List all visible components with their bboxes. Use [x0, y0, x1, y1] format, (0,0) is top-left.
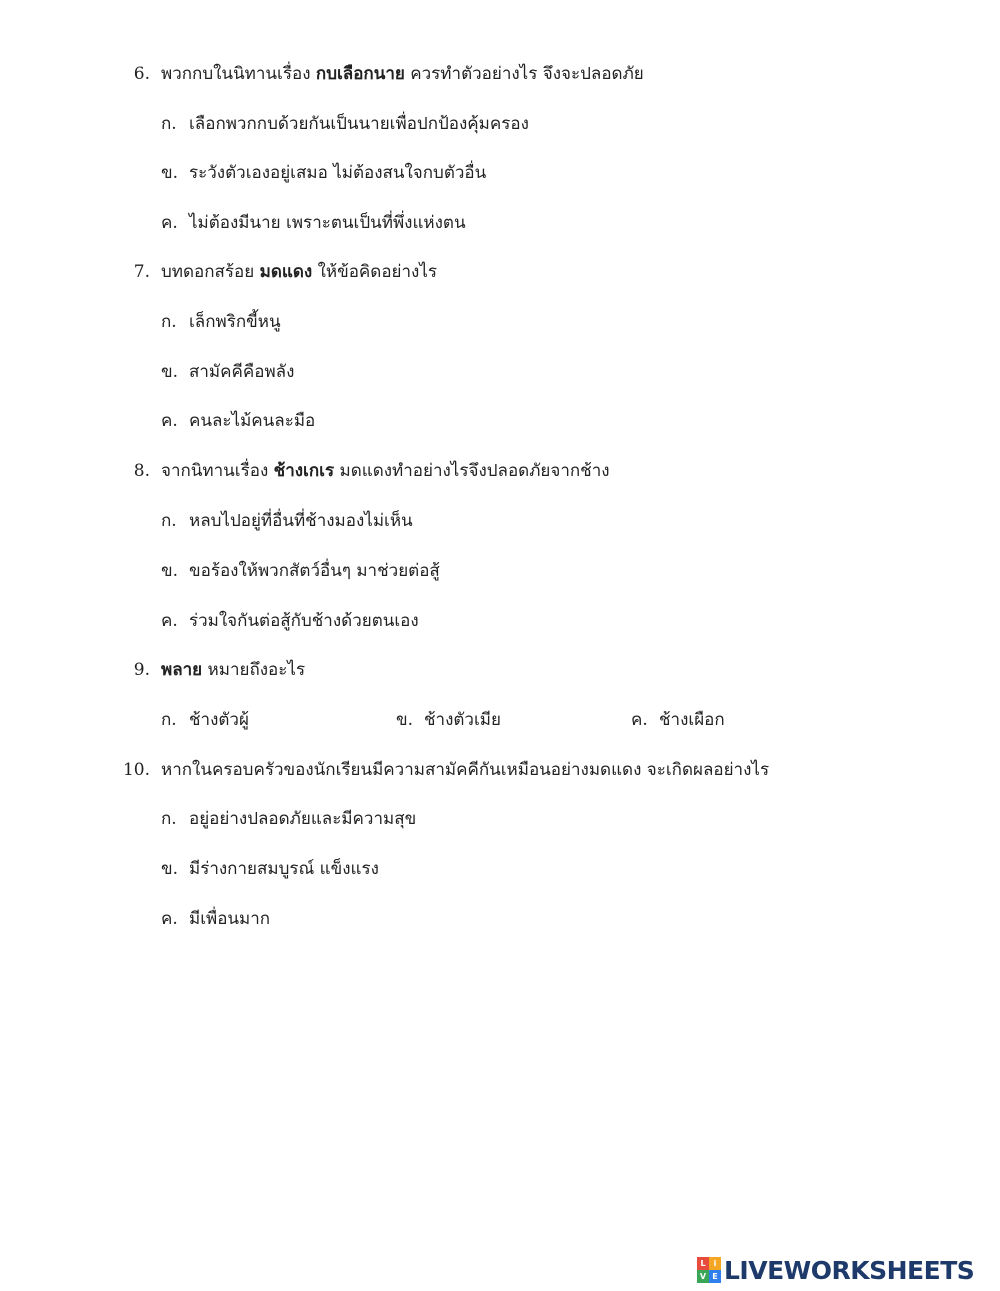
- option-text: คนละไม้คนละมือ: [189, 411, 316, 431]
- option-text: ช้างตัวผู้: [189, 710, 249, 730]
- logo-tile-i: i: [709, 1257, 721, 1270]
- question-keyword: ช้างเกเร: [273, 461, 335, 481]
- question-keyword: มดแดง: [259, 262, 313, 282]
- logo-tile-l: L: [697, 1257, 709, 1270]
- option-letter: ค.: [161, 213, 178, 233]
- question-number: 8.: [133, 461, 150, 481]
- question-number: 6.: [133, 64, 150, 84]
- option-text: เลือกพวกกบด้วยกันเป็นนายเพื่อปกป้องคุ้มครอง: [189, 114, 529, 134]
- option-letter: ข.: [161, 362, 179, 382]
- option-letter: ก.: [161, 809, 177, 829]
- option-letter: ข.: [396, 710, 414, 730]
- option-letter: ก.: [161, 710, 177, 730]
- option-text: ไม่ต้องมีนาย เพราะตนเป็นที่พึ่งแห่งตน: [189, 213, 466, 233]
- question-text-start: จากนิทานเรื่อง: [161, 461, 274, 481]
- question-text: [161, 657, 305, 683]
- option-letter: ก.: [161, 312, 177, 332]
- option-text: สามัคคีคือพลัง: [189, 362, 295, 382]
- question-text-start: บทดอกสร้อย: [161, 262, 260, 282]
- question-text: [161, 757, 769, 783]
- option-text: เล็กพริกขี้หนู: [189, 312, 281, 332]
- option-letter: ค.: [161, 411, 178, 431]
- question-keyword: พลาย: [161, 660, 203, 680]
- option-letter: ข.: [161, 561, 179, 581]
- question-keyword: กบเลือกนาย: [315, 64, 405, 84]
- option-letter: ค.: [161, 611, 178, 631]
- question-number: 10.: [122, 760, 150, 780]
- question-number: 9.: [133, 660, 150, 680]
- liveworksheets-logo: [697, 1253, 974, 1287]
- question-number: 7.: [133, 262, 150, 282]
- option-text: ระวังตัวเองอยู่เสมอ ไม่ต้องสนใจกบตัวอื่น: [189, 163, 487, 183]
- option-text: ช้างตัวเมีย: [424, 710, 501, 730]
- option-text: หลบไปอยู่ที่อื่นที่ช้างมองไม่เห็น: [189, 511, 413, 531]
- logo-text: LIVEWORKSHEETS: [724, 1255, 975, 1285]
- question-text-end: ให้ข้อคิดอย่างไร: [312, 262, 438, 282]
- logo-tile-e: E: [709, 1270, 721, 1283]
- option-text: อยู่อย่างปลอดภัยและมีความสุข: [189, 809, 417, 829]
- liveworksheets-logo-icon: [697, 1257, 721, 1283]
- option-text: ช้างเผือก: [659, 710, 725, 730]
- question-text: [161, 259, 437, 285]
- question-text-start: หากในครอบครัวของนักเรียนมีความสามัคคีกันเหมือนอย่างมดแดง จะเกิดผลอย่างไร: [161, 760, 770, 780]
- option-text: ร่วมใจกันต่อสู้กับช้างด้วยตนเอง: [189, 611, 419, 631]
- logo-tile-v: V: [697, 1270, 709, 1283]
- question-text-end: หมายถึงอะไร: [202, 660, 306, 680]
- question-text-end: มดแดงทำอย่างไรจึงปลอดภัยจากช้าง: [334, 461, 610, 481]
- option-letter: ค.: [161, 909, 178, 929]
- option-letter: ก.: [161, 511, 177, 531]
- option-letter: ก.: [161, 114, 177, 134]
- option-letter: ข.: [161, 163, 179, 183]
- option-letter: ค.: [631, 710, 648, 730]
- question-text: [161, 458, 610, 484]
- question-text: [161, 61, 644, 87]
- option-letter: ข.: [161, 859, 179, 879]
- question-text-start: พวกกบในนิทานเรื่อง: [161, 64, 316, 84]
- option-text: มีร่างกายสมบูรณ์ แข็งแรง: [189, 859, 379, 879]
- option-text: ขอร้องให้พวกสัตว์อื่นๆ มาช่วยต่อสู้: [189, 561, 440, 581]
- option-text: มีเพื่อนมาก: [189, 909, 271, 929]
- question-text-end: ควรทำตัวอย่างไร จึงจะปลอดภัย: [404, 64, 644, 84]
